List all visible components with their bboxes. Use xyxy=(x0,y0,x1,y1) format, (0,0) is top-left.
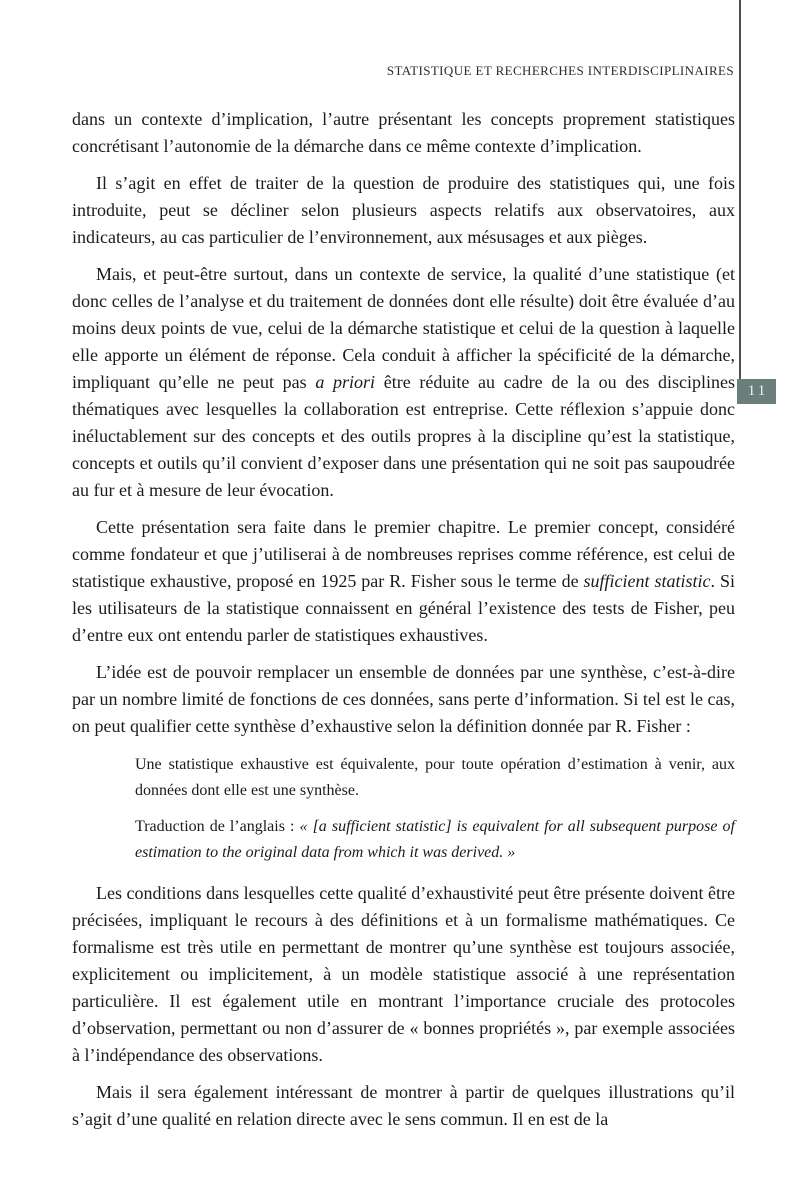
margin-rule xyxy=(739,0,741,380)
paragraph xyxy=(72,106,735,160)
paragraph-text: Mais, et peut-être surtout, dans un contexte de service, la qualité d’une statistique (et donc celles de l’analyse et du traitement de données dont elle résulte) doit être évaluée d’au moins deux points de vue, celui de la démarche statistique et celui de la question à laquelle elle apporte un élément de réponse. Cela conduit à afficher la spécificité de la démarche, impliquant qu’elle ne peut pas xyxy=(72,264,735,392)
paragraph xyxy=(72,514,735,649)
paragraph-text: dans un contexte d’implication, l’autre présentant les concepts proprement statistiques concrétisant l’autonomie de la démarche dans ce même contexte d’implication. xyxy=(72,109,735,156)
paragraph-text: Mais il sera également intéressant de montrer à partir de quelques illustrations qu’il s’agit d’une qualité en relation directe avec le sens commun. Il en est de la xyxy=(72,1082,735,1129)
block-quote xyxy=(135,814,735,866)
quote-text: Une statistique exhaustive est équivalente, pour toute opération d’estimation à venir, aux données dont elle est une synthèse. xyxy=(135,756,735,799)
page-body xyxy=(72,106,735,1143)
block-quote xyxy=(135,752,735,804)
page-number-badge: 11 xyxy=(737,379,776,404)
paragraph xyxy=(72,880,735,1069)
paragraph-text: Il s’agit en effet de traiter de la question de produire des statistiques qui, une fois introduite, peut se décliner selon plusieurs aspects relatifs aux observatoires, aux indicateurs, au cas particulier de l’environnement, aux mésusages et aux pièges. xyxy=(72,173,735,247)
paragraph-text: L’idée est de pouvoir remplacer un ensemble de données par une synthèse, c’est-à-dire par un nombre limité de fonctions de ces données, sans perte d’information. Si tel est le cas, on peut qualifier cette synthèse d’exhaustive selon la définition donnée par R. Fisher : xyxy=(72,662,735,736)
paragraph-text: . Si les utilisateurs de la statistique connaissent en général l’existence des tests de Fisher, peu d’entre eux ont entendu parler de statistiques exhaustives. xyxy=(72,571,735,645)
paragraph xyxy=(72,659,735,740)
italic-phrase: sufficient statistic xyxy=(583,571,711,591)
paragraph xyxy=(72,170,735,251)
paragraph-text: Les conditions dans lesquelles cette qualité d’exhaustivité peut être présente doivent être précisées, impliquant le recours à des définitions et à un formalisme mathématiques. Ce formalisme est très utile en permettant de montrer qu’une synthèse est toujours associée, explicitement ou implicitement, à un modèle statistique associé à une représentation particulière. Il est également utile en montrant l’importance cruciale des protocoles d’observation, permettant ou non d’assurer de « bonnes propriétés », par exemple associées à l’indépendance des observations. xyxy=(72,883,735,1065)
paragraph-text: être réduite au cadre de la ou des disciplines thématiques avec lesquelles la collaboration est entreprise. Cette réflexion s’appuie donc inéluctablement sur des concepts et des outils propres à la discipline qu’est la statistique, concepts et outils qu’il convient d’exposer dans une présentation qui ne soit pas saupoudrée au fur et à mesure de leur évocation. xyxy=(72,372,735,500)
paragraph-text: Cette présentation sera faite dans le premier chapitre. Le premier concept, considéré comme fondateur et que j’utiliserai à de nombreuses reprises comme référence, est celui de statistique exhaustive, proposé en 1925 par R. Fisher sous le terme de xyxy=(72,517,735,591)
running-header: STATISTIQUE ET RECHERCHES INTERDISCIPLINAIRES xyxy=(386,63,734,78)
italic-phrase: « [a sufficient statistic] is equivalent for all subsequent purpose of estimation to the original data from which it was derived. » xyxy=(135,818,735,861)
quote-text: Traduction de l’anglais : xyxy=(135,818,300,835)
italic-phrase: a priori xyxy=(315,372,376,392)
paragraph xyxy=(72,261,735,504)
paragraph xyxy=(72,1079,735,1133)
